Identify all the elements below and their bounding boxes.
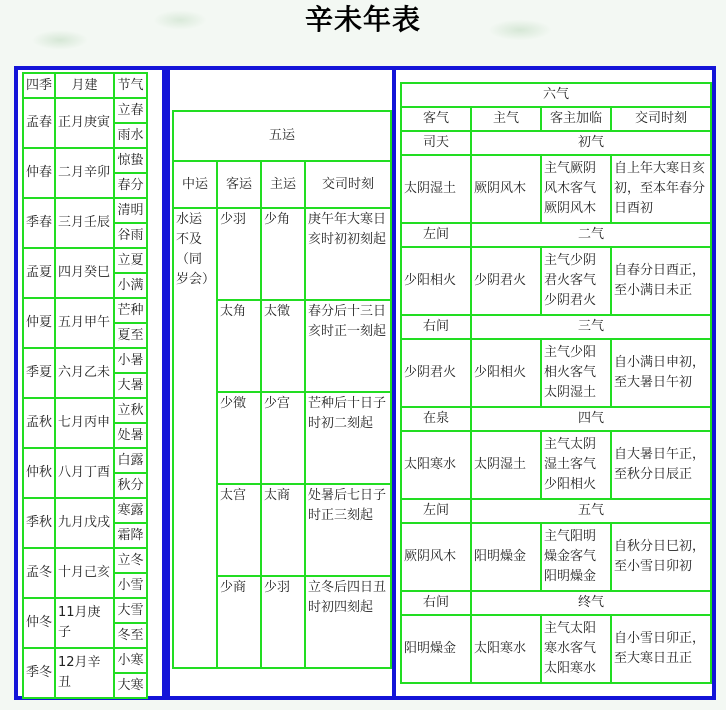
zhuqi-cell: 少阳相火	[471, 339, 541, 407]
zhuyun-cell: 太徵	[261, 300, 305, 392]
liuqi-detail-row	[401, 247, 711, 315]
jiaosi-cell: 庚午年大寒日亥时初初刻起	[305, 208, 391, 300]
liuqi-position-row	[401, 315, 711, 339]
header-zhuqi: 主气	[471, 107, 541, 131]
month-branch: 六月乙未	[55, 348, 114, 398]
keqi-cell: 少阳相火	[401, 247, 471, 315]
season-name: 仲春	[23, 148, 55, 198]
jiaosi-shike-cell: 自大暑日午正，至秋分日辰正	[611, 431, 711, 499]
season-name: 季夏	[23, 348, 55, 398]
zhuqi-cell: 厥阴风木	[471, 155, 541, 223]
header-terms: 节气	[114, 73, 147, 98]
jiaosi-cell: 芒种后十日子时初二刻起	[305, 392, 391, 484]
qi-position: 右间	[401, 591, 471, 615]
header-zhuyun: 主运	[261, 161, 305, 208]
month-branch: 11月庚子	[55, 598, 114, 648]
zhuyun-cell: 少羽	[261, 576, 305, 668]
qi-name: 终气	[471, 591, 711, 615]
header-season: 四季	[23, 73, 55, 98]
jialin-cell: 主气太阳寒水客气太阳寒水	[541, 615, 611, 683]
keqi-cell: 阳明燥金	[401, 615, 471, 683]
keqi-cell: 太阴湿土	[401, 155, 471, 223]
season-row	[23, 298, 147, 323]
liuqi-detail-row	[401, 615, 711, 683]
jiaosi-shike-cell: 自春分日酉正，至小满日未正	[611, 247, 711, 315]
solar-term: 霜降	[114, 523, 147, 548]
jialin-cell: 主气少阴君火客气少阴君火	[541, 247, 611, 315]
page-title: 辛未年表	[304, 3, 421, 36]
keyun-cell: 太角	[217, 300, 261, 392]
zhuyun-cell: 少角	[261, 208, 305, 300]
liuqi-position-row	[401, 131, 711, 155]
jiaosi-shike-cell: 自秋分日巳初，至小雪日卯初	[611, 523, 711, 591]
season-row	[23, 248, 147, 273]
solar-term: 小暑	[114, 348, 147, 373]
wuyun-row	[173, 208, 391, 300]
jiaosi-shike-cell: 自小雪日卯正，至大寒日丑正	[611, 615, 711, 683]
wuyun-title: 五运	[173, 111, 391, 161]
liuqi-detail-row	[401, 339, 711, 407]
liuqi-position-row	[401, 499, 711, 523]
header-keyun: 客运	[217, 161, 261, 208]
zhuyun-cell: 少宫	[261, 392, 305, 484]
liuqi-detail-row	[401, 431, 711, 499]
season-row	[23, 348, 147, 373]
keyun-cell: 太宫	[217, 484, 261, 576]
season-name: 季春	[23, 198, 55, 248]
month-branch: 正月庚寅	[55, 98, 114, 148]
season-row	[23, 498, 147, 523]
jiaosi-cell: 春分后十三日亥时正一刻起	[305, 300, 391, 392]
month-branch: 三月壬辰	[55, 198, 114, 248]
solar-term: 小满	[114, 273, 147, 298]
seasons-table	[22, 72, 148, 699]
solar-term: 小雪	[114, 573, 147, 598]
seasons-panel	[14, 66, 166, 700]
header-jiaosi: 交司时刻	[305, 161, 391, 208]
season-name: 仲夏	[23, 298, 55, 348]
solar-term: 夏至	[114, 323, 147, 348]
solar-term: 小寒	[114, 648, 147, 673]
keyun-cell: 少商	[217, 576, 261, 668]
season-row	[23, 98, 147, 123]
season-name: 仲秋	[23, 448, 55, 498]
header-zhongyun: 中运	[173, 161, 217, 208]
liuqi-panel	[392, 66, 716, 700]
qi-name: 三气	[471, 315, 711, 339]
month-branch: 九月戊戌	[55, 498, 114, 548]
qi-name: 初气	[471, 131, 711, 155]
season-row	[23, 398, 147, 423]
liuqi-position-row	[401, 591, 711, 615]
jiaosi-cell: 立冬后四日丑时初四刻起	[305, 576, 391, 668]
keyun-cell: 少羽	[217, 208, 261, 300]
month-branch: 八月丁酉	[55, 448, 114, 498]
solar-term: 大雪	[114, 598, 147, 623]
jialin-cell: 主气厥阴风木客气厥阴风木	[541, 155, 611, 223]
month-branch: 五月甲午	[55, 298, 114, 348]
zhuqi-cell: 少阴君火	[471, 247, 541, 315]
solar-term: 寒露	[114, 498, 147, 523]
month-branch: 12月辛丑	[55, 648, 114, 698]
jialin-cell: 主气阳明燥金客气阳明燥金	[541, 523, 611, 591]
solar-term: 立冬	[114, 548, 147, 573]
solar-term: 芒种	[114, 298, 147, 323]
month-branch: 七月丙申	[55, 398, 114, 448]
season-row	[23, 548, 147, 573]
season-name: 孟冬	[23, 548, 55, 598]
season-name: 孟夏	[23, 248, 55, 298]
solar-term: 惊蛰	[114, 148, 147, 173]
solar-term: 立夏	[114, 248, 147, 273]
season-name: 季秋	[23, 498, 55, 548]
qi-position: 左间	[401, 223, 471, 247]
solar-term: 处暑	[114, 423, 147, 448]
month-branch: 二月辛卯	[55, 148, 114, 198]
solar-term: 大寒	[114, 673, 147, 698]
season-row	[23, 448, 147, 473]
solar-term: 立秋	[114, 398, 147, 423]
keyun-cell: 少徵	[217, 392, 261, 484]
qi-name: 五气	[471, 499, 711, 523]
qi-position: 司天	[401, 131, 471, 155]
solar-term: 白露	[114, 448, 147, 473]
qi-position: 左间	[401, 499, 471, 523]
season-row	[23, 148, 147, 173]
zhuqi-cell: 太阴湿土	[471, 431, 541, 499]
qi-position: 右间	[401, 315, 471, 339]
jialin-cell: 主气少阳相火客气太阴湿土	[541, 339, 611, 407]
liuqi-title: 六气	[401, 83, 711, 107]
keqi-cell: 太阳寒水	[401, 431, 471, 499]
wuyun-panel	[166, 66, 396, 700]
jialin-cell: 主气太阴湿土客气少阳相火	[541, 431, 611, 499]
keqi-cell: 厥阴风木	[401, 523, 471, 591]
qi-name: 二气	[471, 223, 711, 247]
zhuqi-cell: 太阳寒水	[471, 615, 541, 683]
jiaosi-cell: 处暑后七日子时正三刻起	[305, 484, 391, 576]
qi-position: 在泉	[401, 407, 471, 431]
season-row	[23, 648, 147, 673]
solar-term: 立春	[114, 98, 147, 123]
liuqi-position-row	[401, 407, 711, 431]
zhuyun-cell: 太商	[261, 484, 305, 576]
qi-name: 四气	[471, 407, 711, 431]
month-branch: 十月己亥	[55, 548, 114, 598]
liuqi-table	[400, 82, 712, 684]
zhuqi-cell: 阳明燥金	[471, 523, 541, 591]
liuqi-detail-row	[401, 523, 711, 591]
solar-term: 秋分	[114, 473, 147, 498]
header-jiaosi-shike: 交司时刻	[611, 107, 711, 131]
solar-term: 冬至	[114, 623, 147, 648]
solar-term: 清明	[114, 198, 147, 223]
season-row	[23, 198, 147, 223]
header-keqi: 客气	[401, 107, 471, 131]
season-name: 孟春	[23, 98, 55, 148]
month-branch: 四月癸巳	[55, 248, 114, 298]
header-month: 月建	[55, 73, 114, 98]
liuqi-position-row	[401, 223, 711, 247]
keqi-cell: 少阴君火	[401, 339, 471, 407]
zhongyun-cell: 水运不及（同岁会）	[173, 208, 217, 668]
solar-term: 大暑	[114, 373, 147, 398]
solar-term: 春分	[114, 173, 147, 198]
header-jialin: 客主加临	[541, 107, 611, 131]
liuqi-detail-row	[401, 155, 711, 223]
solar-term: 谷雨	[114, 223, 147, 248]
season-name: 孟秋	[23, 398, 55, 448]
season-row	[23, 598, 147, 623]
season-name: 季冬	[23, 648, 55, 698]
wuyun-table	[172, 110, 392, 669]
solar-term: 雨水	[114, 123, 147, 148]
season-name: 仲冬	[23, 598, 55, 648]
jiaosi-shike-cell: 自上年大寒日亥初，至本年春分日酉初	[611, 155, 711, 223]
jiaosi-shike-cell: 自小满日申初，至大暑日午初	[611, 339, 711, 407]
